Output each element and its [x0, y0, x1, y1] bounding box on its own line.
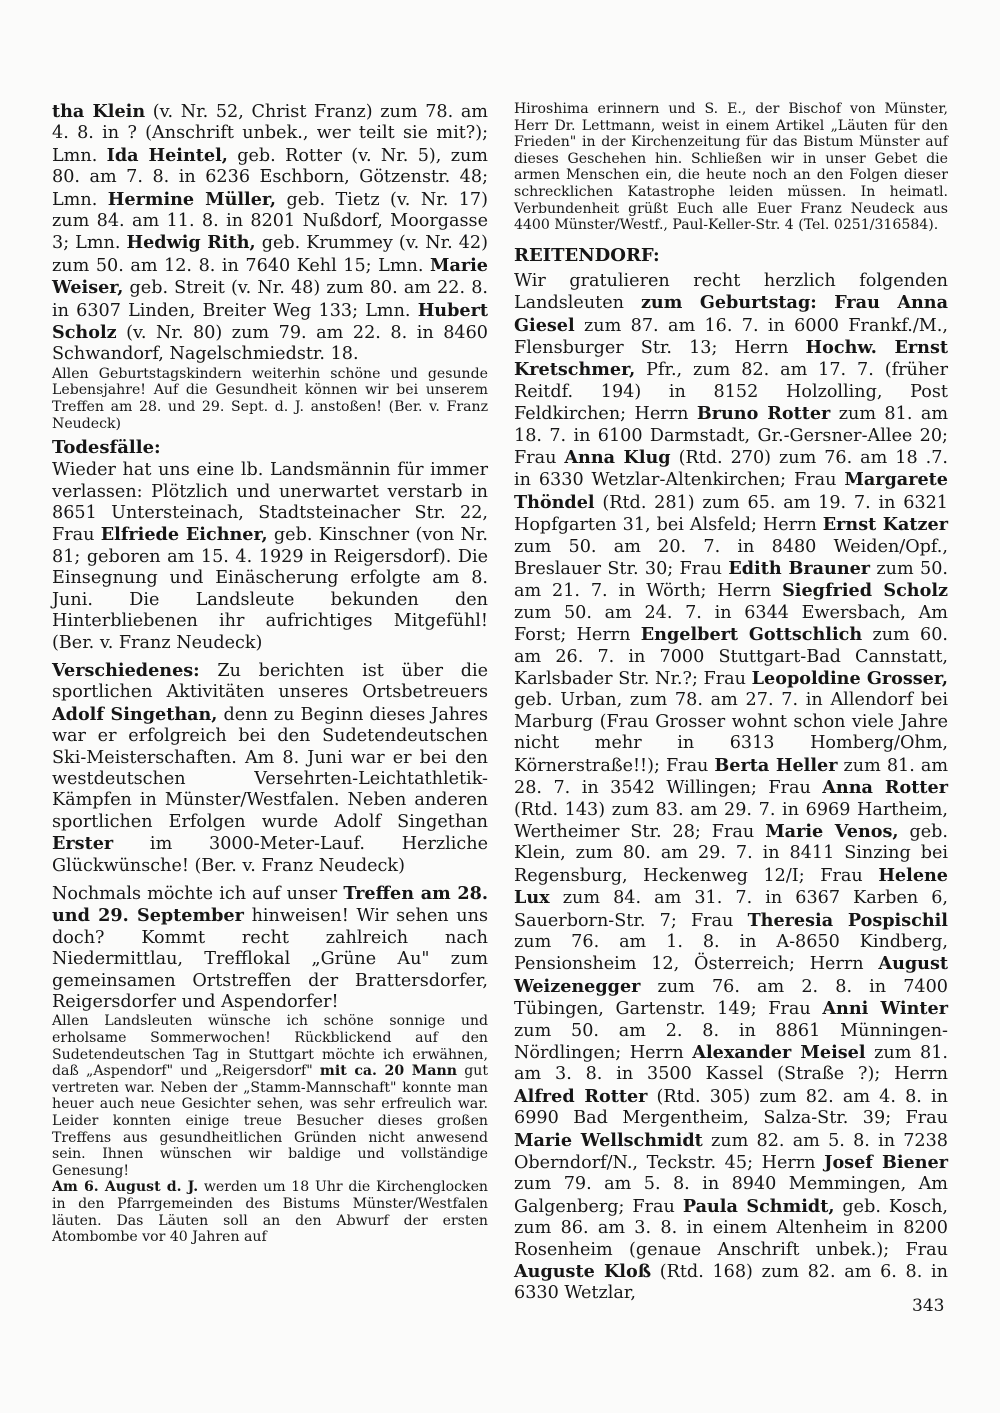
- text-run: Nochmals möchte ich auf unser: [52, 883, 344, 904]
- heading-reitendorf: REITENDORF:: [514, 244, 660, 266]
- bold-text-run: Paula Schmidt,: [682, 1195, 835, 1217]
- text-run: geb. Kosch, zum 86. am 3. 8. in einem Altenheim in 8200 Rosenheim (genaue Anschrift unbek.); Frau: [514, 1196, 948, 1260]
- text-run: (Rtd. 270) zum 76. am 18 .7. in 6330 Wetzlar-Altenkirchen; Frau: [514, 448, 949, 491]
- bold-text-run: Adolf Singethan,: [52, 703, 218, 725]
- obituary-paragraph: [52, 460, 488, 654]
- birthday-list-continued: [52, 101, 488, 366]
- birthday-greeting: [52, 366, 488, 432]
- text-run: geb. Urban, zum 78. am 27. 7. in Allendorf bei Marburg (Frau Grosser wohnt schon viele Jahre nicht mehr in 6313 Homberg/Ohm, Körnerstraße!!); Frau: [514, 690, 948, 776]
- bold-text-run: Treffen am 28. und 29. September: [52, 882, 489, 927]
- bold-text-run: Auguste Kloß: [514, 1261, 652, 1283]
- church-bells-paragraph: [52, 1179, 488, 1245]
- page-number: 343: [912, 1296, 945, 1316]
- bold-text-run: Hochw. Ernst Kretschmer,: [514, 336, 948, 381]
- bold-text-run: Anna Klug: [564, 447, 671, 468]
- bold-text-run: Marie Weiser,: [52, 254, 488, 299]
- bold-text-run: mit ca. 20 Mann: [319, 1063, 458, 1080]
- text-run: Allen Geburtstagskindern weiterhin schöne und gesunde Lebensjahre! Auf die Gesundheit können wir bei unserem Treffen am 28. und 29. Sept. d. J. anstoßen! (Ber. v. Franz Neudeck): [52, 365, 488, 432]
- text-run: zum 87. am 16. 7. in 6000 Frankf./M., Flensburger Str. 13; Herrn: [514, 315, 948, 358]
- text-run: Wieder hat uns eine lb. Landsmännin für immer verlassen: Plötzlich und unerwartet verstarb in 8651 Untersteinach, Stadtsteinacher Str. 22, Frau: [52, 460, 488, 546]
- bold-text-run: Siegfried Scholz: [782, 580, 948, 602]
- bold-text-run: tha Klein: [52, 101, 146, 122]
- bold-text-run: Hedwig Rith,: [126, 232, 256, 254]
- text-run: geb. Klein, zum 80. am 29. 7. in 8411 Sinzing bei Regensburg, Heckenweg 12/I; Frau: [514, 821, 949, 886]
- bold-text-run: Verschiedenes:: [52, 659, 200, 681]
- bold-text-run: Margarete Thöndel: [514, 469, 948, 513]
- bold-text-run: Ernst Katzer: [822, 514, 948, 536]
- bold-text-run: Leopoldine Grosser,: [751, 668, 948, 690]
- bold-text-run: Bruno Rotter: [696, 403, 831, 425]
- bold-text-run: Josef Biener: [824, 1152, 948, 1173]
- text-run: zum 76. am 1. 8. in A-8650 Kindberg, Pensionsheim 12, Österreich; Herrn: [514, 931, 948, 975]
- bold-text-run: Anna Rotter: [822, 777, 948, 799]
- bold-text-run: Marie Venos,: [765, 820, 899, 842]
- text-run: zum 81. am 28. 7. in 3542 Willingen; Frau: [514, 755, 949, 799]
- reitendorf-birthday-list: [514, 271, 948, 1305]
- text-run: Pfr., zum 82. am 17. 7. (früher Reitdf. 194) in 8152 Holzolling, Post Feldkirchen; Herrn: [514, 360, 948, 425]
- text-run: geb. Krummey (v. Nr. 42) zum 50. am 12. 8. in 7640 Kehl 15; Lmn.: [52, 233, 488, 276]
- text-run: hinweisen! Wir sehen uns doch? Kommt recht zahlreich nach Niedermittlau, Trefflokal „Grüne Au" zum gemeinsamen Ortstreffen der Brattersdorfer, Reigersdorfer und Aspendorfer!: [52, 906, 488, 1012]
- bold-text-run: Ida Heintel,: [106, 144, 228, 166]
- text-run: zum 81. am 18. 7. in 6100 Darmstadt, Gr.-Gersner-Allee 20; Frau: [514, 404, 949, 468]
- left-column: [52, 101, 488, 1246]
- text-run: zum 50. am 21. 7. in Wörth; Herrn: [514, 559, 948, 602]
- text-run: (Rtd. 305) zum 82. am 4. 8. in 6990 Bad Mergentheim, Salza-Str. 39; Frau: [514, 1086, 948, 1129]
- text-run: (v. Nr. 80) zum 79. am 22. 8. in 8460 Schwandorf, Nagelschmiedstr. 18.: [52, 323, 488, 365]
- text-run: (v. Nr. 52, Christ Franz) zum 78. am 4. 8. in ? (Anschrift unbek., wer teilt sie mit?); Lmn.: [52, 102, 488, 166]
- bold-text-run: Alexander Meisel: [692, 1041, 866, 1063]
- text-run: denn zu Beginn dieses Jahres war er erfolgreich bei den Sudetendeutschen Ski-Meisterschaften. Am 8. Juni war er bei den westdeutschen Versehrten-Leichtathletik-Kämpfen in Münster/Westfalen. Neben anderen sportlichen Erfolgen wurde Adolf Singethan: [52, 704, 488, 832]
- bold-text-run: Helene Lux: [514, 864, 948, 909]
- right-column: [514, 101, 948, 1305]
- text-run: zum 60. am 26. 7. in 7000 Stuttgart-Bad Cannstatt, Karlsbader Str. Nr.?; Frau: [514, 625, 948, 690]
- text-run: Wir gratulieren recht herzlich folgenden Landsleuten: [514, 270, 948, 314]
- text-run: zum 50. am 20. 7. in 8480 Weiden/Opf., Breslauer Str. 30; Frau: [514, 536, 948, 580]
- text-run: Hiroshima erinnern und S. E., der Bischof von Münster, Herr Dr. Lettmann, weist in einem Artikel „Läuten für den Frieden" in der Kirchenzeitung für das Bistum Münster auf dieses Geschehen hin. Schließen wir in unser Gebet die armen Menschen ein, die heute noch an den Folgen dieser schrecklichen Katastrophe leiden müssen. In heimatl. Verbundenheit grüßt Euch alle Euer Franz Neudeck aus 4400 Münster/Westf., Paul-Keller-Str. 4 (Tel. 0251/316584).: [514, 101, 948, 234]
- summer-greeting-paragraph: [52, 1013, 488, 1179]
- text-run: zum 84. am 31. 7. in 6367 Karben 6, Sauerborn-Str. 7; Frau: [514, 888, 948, 931]
- bold-text-run: Engelbert Gottschlich: [640, 624, 863, 646]
- text-run: (Rtd. 168) zum 82. am 6. 8. in 6330 Wetzlar,: [514, 1262, 948, 1304]
- bold-text-run: Edith Brauner: [728, 558, 871, 580]
- text-run: zum 79. am 5. 8. in 8940 Memmingen, Am Galgenberg; Frau: [514, 1174, 948, 1217]
- bold-text-run: zum Geburtstag: Frau Anna Giesel: [514, 292, 948, 336]
- hiroshima-paragraph: [514, 101, 948, 234]
- text-run: geb. Rotter (v. Nr. 5), zum 80. am 7. 8. in 6236 Eschborn, Götzenstr. 48; Lmn.: [52, 145, 488, 210]
- text-run: geb. Streit (v. Nr. 48) zum 80. am 22. 8. in 6307 Linden, Breiter Weg 133; Lmn.: [52, 278, 488, 321]
- miscellaneous-paragraph: [52, 660, 488, 877]
- bold-text-run: Theresia Pospischil: [747, 909, 948, 931]
- text-run: gut vertreten war. Neben der „Stamm-Mannschaft" konnte man heuer auch neue Gesichter sehen, was sehr erfreulich war. Leider konnten einige treue Besucher dieses großen Treffens aus gesundheitlichen Gründen nicht anwesend sein. Ihnen wünschen wir baldige und vollständige Genesung!: [52, 1063, 488, 1179]
- bold-text-run: Marie Wellschmidt: [514, 1129, 703, 1151]
- text-run: Zu berichten ist über die sportlichen Aktivitäten unseres Ortsbetreuers: [52, 660, 488, 703]
- text-run: (Rtd. 281) zum 65. am 19. 7. in 6321 Hopfgarten 31, bei Alsfeld; Herrn: [514, 492, 948, 536]
- text-run: zum 50. am 24. 7. in 6344 Ewersbach, Am Forst; Herrn: [514, 602, 948, 646]
- text-run: im 3000-Meter-Lauf. Herzliche Glückwünsche! (Ber. v. Franz Neudeck): [52, 834, 488, 876]
- text-run: zum 81. am 3. 8. in 3500 Kassel (Straße ?); Herrn: [514, 1042, 949, 1085]
- text-run: zum 82. am 5. 8. in 7238 Oberndorf/N., Teckstr. 45; Herrn: [514, 1130, 949, 1173]
- text-run: Allen Landsleuten wünsche ich schöne sonnige und erholsame Sommerwochen! Rückblickend auf den Sudetendeutschen Tag in Stuttgart möchte ich erwähnen, daß „Aspendorf" und „Reigersdorf": [52, 1013, 488, 1080]
- text-run: geb. Kinschner (von Nr. 81; geboren am 15. 4. 1929 in Reigersdorf). Die Einsegnung und Einäscherung erfolgte am 8. Juni. Die Landsleute bekunden den Hinterbliebenen ihr aufrichtiges Mitgefühl! (Ber. v. Franz Neudeck): [52, 525, 488, 653]
- text-run: werden um 18 Uhr die Kirchenglocken in den Pfarrgemeinden des Bistums Münster/Westfalen läuten. Das Läuten soll an den Abwurf der ersten Atombombe vor 40 Jahren auf: [52, 1179, 488, 1246]
- bold-text-run: Hubert Scholz: [52, 299, 488, 344]
- bold-text-run: Hermine Müller,: [107, 188, 277, 210]
- text-run: zum 50. am 2. 8. in 8861 Münningen-Nördlingen; Herrn: [514, 1020, 948, 1063]
- text-run: zum 76. am 2. 8. in 7400 Tübingen, Gartenstr. 149; Frau: [514, 976, 948, 1020]
- text-run: (Rtd. 143) zum 83. am 29. 7. in 6969 Hartheim, Wertheimer Str. 28; Frau: [514, 799, 948, 842]
- meeting-reminder-paragraph: [52, 883, 488, 1013]
- bold-text-run: Alfred Rotter: [514, 1085, 648, 1107]
- bold-text-run: Anni Winter: [822, 998, 948, 1020]
- bold-text-run: Berta Heller: [714, 754, 838, 776]
- bold-text-run: August Weizenegger: [514, 953, 948, 997]
- bold-text-run: Erster: [52, 833, 114, 855]
- bold-text-run: Am 6. August d. J.: [52, 1179, 199, 1196]
- text-run: geb. Tietz (v. Nr. 17) zum 84. am 11. 8. in 8201 Nußdorf, Moorgasse 3; Lmn.: [52, 189, 488, 254]
- bold-text-run: Elfriede Eichner,: [100, 524, 268, 546]
- heading-todesfaelle: Todesfälle:: [52, 437, 161, 459]
